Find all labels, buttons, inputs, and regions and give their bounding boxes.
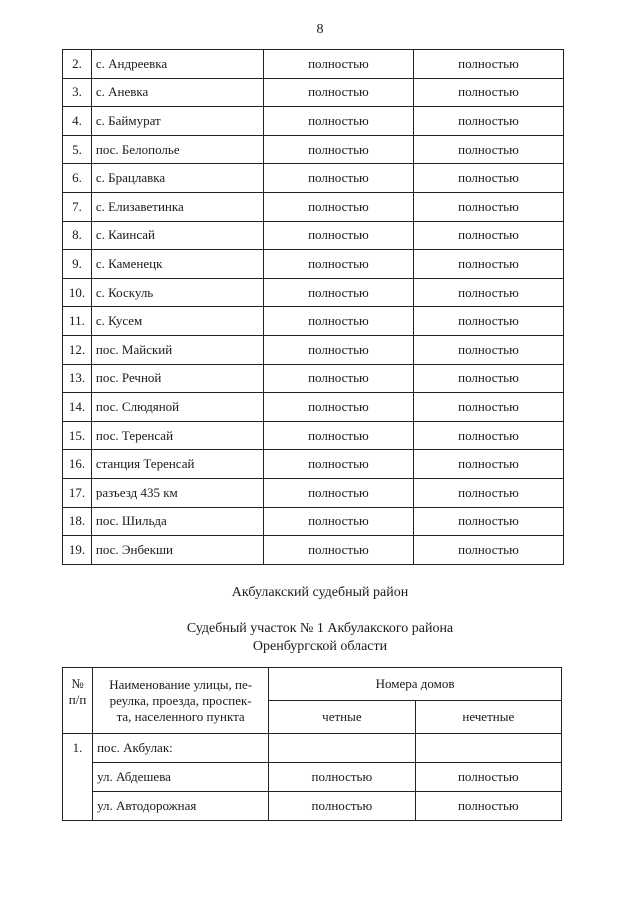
row-name: пос. Речной: [91, 364, 263, 393]
table-row: [63, 763, 562, 792]
row-name: пос. Майский: [91, 335, 263, 364]
row-name: пос. Шильда: [91, 507, 263, 536]
row-number: 12.: [63, 335, 92, 364]
row-even: полностью: [263, 335, 413, 364]
row-even: полностью: [263, 278, 413, 307]
row-odd: полностью: [413, 192, 563, 221]
row-odd: полностью: [413, 393, 563, 422]
row-odd: полностью: [413, 450, 563, 479]
row-even: полностью: [269, 763, 415, 792]
header-name-line2: реулка, проезда, проспек-: [109, 692, 252, 708]
row-even: полностью: [263, 478, 413, 507]
row-even: полностью: [263, 164, 413, 193]
table-row: [63, 135, 564, 164]
row-odd: полностью: [413, 107, 563, 136]
row-odd: полностью: [413, 278, 563, 307]
row-number: 16.: [63, 450, 92, 479]
table-row: [63, 221, 564, 250]
row-name: с. Каменецк: [91, 250, 263, 279]
row-name: с. Коскуль: [91, 278, 263, 307]
table-row: [63, 792, 562, 821]
row-even: полностью: [263, 50, 413, 79]
row-odd: полностью: [413, 536, 563, 565]
row-number: 8.: [63, 221, 92, 250]
header-name-line1: Наименование улицы, пе-: [109, 676, 253, 692]
page-number: 8: [316, 22, 324, 37]
table-row: [63, 450, 564, 479]
row-odd: полностью: [413, 221, 563, 250]
row-number: 18.: [63, 507, 92, 536]
header-odd: нечетные: [415, 701, 561, 734]
row-odd: полностью: [413, 250, 563, 279]
header-name-line3: та, населенного пункта: [116, 708, 245, 724]
table-row: [63, 278, 564, 307]
row-even: полностью: [263, 536, 413, 565]
settlements-table: [62, 49, 564, 565]
row-number: 14.: [63, 393, 92, 422]
row-odd: полностью: [415, 763, 561, 792]
row-odd: полностью: [415, 792, 561, 821]
table-row: [63, 478, 564, 507]
row-name: с. Каинсай: [91, 221, 263, 250]
table-row: [63, 78, 564, 107]
row-name: с. Кусем: [91, 307, 263, 336]
table-row: [63, 164, 564, 193]
row-number: 2.: [63, 50, 92, 79]
row-odd: полностью: [413, 50, 563, 79]
row-even: полностью: [263, 393, 413, 422]
row-odd: полностью: [413, 135, 563, 164]
row-number: 9.: [63, 250, 92, 279]
plot-heading-line1: Судебный участок № 1 Акбулакского района: [186, 621, 454, 636]
row-even: полностью: [263, 78, 413, 107]
row-number: 6.: [63, 164, 92, 193]
table-row: [63, 192, 564, 221]
row-odd: полностью: [413, 335, 563, 364]
plot-heading-line2: Оренбургской области: [252, 639, 388, 654]
table-row: [63, 421, 564, 450]
header-house-numbers: Номера домов: [269, 668, 562, 701]
table-row: [63, 507, 564, 536]
header-number: [63, 668, 93, 734]
row-number: 3.: [63, 78, 92, 107]
row-even: полностью: [263, 192, 413, 221]
row-odd: полностью: [413, 164, 563, 193]
row-odd: полностью: [413, 78, 563, 107]
row-number: 5.: [63, 135, 92, 164]
row-name: с. Брацлавка: [91, 164, 263, 193]
table-row: [63, 50, 564, 79]
table-row: [63, 335, 564, 364]
header-even: четные: [269, 701, 415, 734]
row-odd: [415, 734, 561, 763]
header-name: [93, 668, 269, 734]
row-name: с. Баймурат: [91, 107, 263, 136]
row-even: полностью: [263, 421, 413, 450]
row-name: пос. Теренсай: [91, 421, 263, 450]
row-odd: полностью: [413, 421, 563, 450]
table-row: [63, 393, 564, 422]
row-even: полностью: [269, 792, 415, 821]
row-name: станция Теренсай: [91, 450, 263, 479]
row-name: с. Андреевка: [91, 50, 263, 79]
row-name: ул. Автодорожная: [93, 792, 269, 821]
row-name: ул. Абдешева: [93, 763, 269, 792]
row-even: полностью: [263, 450, 413, 479]
row-even: [269, 734, 415, 763]
row-even: полностью: [263, 364, 413, 393]
row-even: полностью: [263, 307, 413, 336]
row-name: с. Елизаветинка: [91, 192, 263, 221]
table-row: [63, 307, 564, 336]
plot-heading: [0, 620, 640, 656]
row-odd: полностью: [413, 507, 563, 536]
table-row: [63, 250, 564, 279]
row-number: 15.: [63, 421, 92, 450]
row-name: пос. Акбулак:: [93, 734, 269, 763]
row-even: полностью: [263, 250, 413, 279]
table-row: [63, 536, 564, 565]
row-even: полностью: [263, 221, 413, 250]
row-name: пос. Белополье: [91, 135, 263, 164]
row-number: 4.: [63, 107, 92, 136]
row-odd: полностью: [413, 307, 563, 336]
row-name: пос. Слюдяной: [91, 393, 263, 422]
row-even: полностью: [263, 107, 413, 136]
header-number-line2: п/п: [68, 692, 87, 707]
header-number-line1: №: [71, 676, 84, 691]
row-number: 19.: [63, 536, 92, 565]
row-number: 17.: [63, 478, 92, 507]
row-odd: полностью: [413, 364, 563, 393]
row-even: полностью: [263, 135, 413, 164]
row-name: с. Аневка: [91, 78, 263, 107]
header-row: [63, 668, 562, 701]
table-row: [63, 734, 562, 763]
row-number: 1.: [63, 734, 93, 821]
row-number: 10.: [63, 278, 92, 307]
row-odd: полностью: [413, 478, 563, 507]
row-number: 13.: [63, 364, 92, 393]
row-even: полностью: [263, 507, 413, 536]
row-number: 11.: [63, 307, 92, 336]
row-name: разъезд 435 км: [91, 478, 263, 507]
row-name: пос. Энбекши: [91, 536, 263, 565]
table-row: [63, 107, 564, 136]
table-row: [63, 364, 564, 393]
district-heading: Акбулакский судебный район: [231, 585, 409, 600]
row-number: 7.: [63, 192, 92, 221]
streets-table: [62, 667, 562, 821]
